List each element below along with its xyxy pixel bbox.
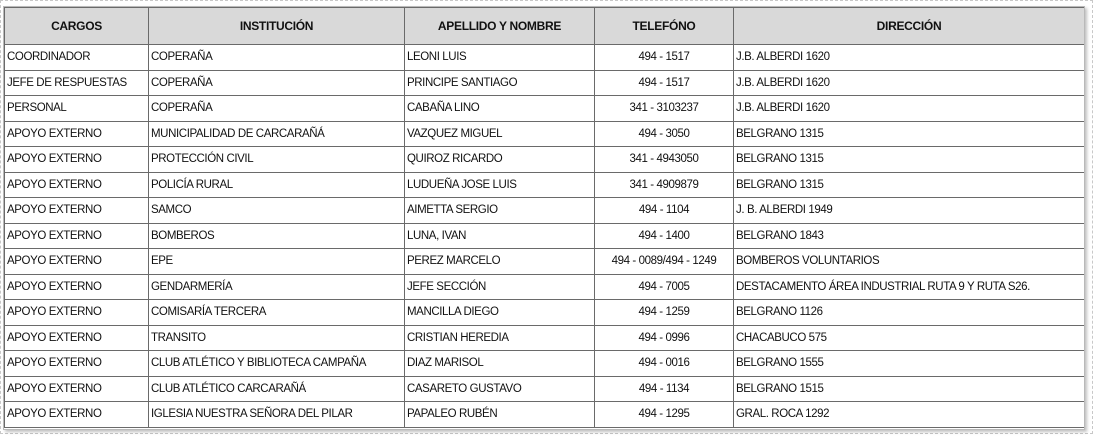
- telefono-cell: 341 - 4909879: [595, 172, 734, 198]
- telefono-cell: 494 - 0996: [595, 325, 734, 351]
- header-telefono: TELEFÓNO: [595, 8, 734, 45]
- table-row: [5, 121, 1085, 147]
- nombre-cell: LEONI LUIS: [405, 45, 595, 71]
- direccion-cell: BELGRANO 1315: [734, 121, 1085, 147]
- nombre-cell: PEREZ MARCELO: [405, 249, 595, 275]
- nombre-cell: QUIROZ RICARDO: [405, 147, 595, 173]
- table-row: [5, 96, 1085, 122]
- cargo-cell: APOYO EXTERNO: [5, 351, 149, 377]
- institucion-cell: COPERAÑA: [149, 96, 405, 122]
- table-row: [5, 198, 1085, 224]
- nombre-cell: LUNA, IVAN: [405, 223, 595, 249]
- institucion-cell: MUNICIPALIDAD DE CARCARAÑÁ: [149, 121, 405, 147]
- cargo-cell: APOYO EXTERNO: [5, 376, 149, 402]
- table-row: [5, 223, 1085, 249]
- institucion-cell: CLUB ATLÉTICO CARCARAÑÁ: [149, 376, 405, 402]
- institucion-cell: BOMBEROS: [149, 223, 405, 249]
- institucion-cell: CLUB ATLÉTICO Y BIBLIOTECA CAMPAÑA: [149, 351, 405, 377]
- telefono-cell: 494 - 1259: [595, 300, 734, 326]
- table-row: [5, 274, 1085, 300]
- direccion-cell: DESTACAMENTO ÁREA INDUSTRIAL RUTA 9 Y RUTA S26.: [734, 274, 1085, 300]
- table-row: [5, 70, 1085, 96]
- telefono-cell: 494 - 1104: [595, 198, 734, 224]
- contacts-table: [4, 7, 1085, 428]
- direccion-cell: BELGRANO 1315: [734, 172, 1085, 198]
- cargo-cell: APOYO EXTERNO: [5, 325, 149, 351]
- telefono-cell: 341 - 4943050: [595, 147, 734, 173]
- telefono-cell: 494 - 1134: [595, 376, 734, 402]
- institucion-cell: COMISARÍA TERCERA: [149, 300, 405, 326]
- nombre-cell: PAPALEO RUBÉN: [405, 402, 595, 428]
- direccion-cell: J.B. ALBERDI 1620: [734, 96, 1085, 122]
- telefono-cell: 494 - 1295: [595, 402, 734, 428]
- direccion-cell: GRAL. ROCA 1292: [734, 402, 1085, 428]
- telefono-cell: 494 - 3050: [595, 121, 734, 147]
- direccion-cell: BELGRANO 1555: [734, 351, 1085, 377]
- table-row: [5, 249, 1085, 275]
- cargo-cell: COORDINADOR: [5, 45, 149, 71]
- cargo-cell: APOYO EXTERNO: [5, 402, 149, 428]
- cargo-cell: PERSONAL: [5, 96, 149, 122]
- table-row: [5, 147, 1085, 173]
- cargo-cell: APOYO EXTERNO: [5, 300, 149, 326]
- institucion-cell: TRANSITO: [149, 325, 405, 351]
- institucion-cell: COPERAÑA: [149, 70, 405, 96]
- nombre-cell: VAZQUEZ MIGUEL: [405, 121, 595, 147]
- cargo-cell: APOYO EXTERNO: [5, 172, 149, 198]
- nombre-cell: LUDUEÑA JOSE LUIS: [405, 172, 595, 198]
- direccion-cell: BELGRANO 1515: [734, 376, 1085, 402]
- nombre-cell: AIMETTA SERGIO: [405, 198, 595, 224]
- direccion-cell: J.B. ALBERDI 1620: [734, 45, 1085, 71]
- institucion-cell: SAMCO: [149, 198, 405, 224]
- table-row: [5, 325, 1085, 351]
- table-row: [5, 351, 1085, 377]
- direccion-cell: BELGRANO 1126: [734, 300, 1085, 326]
- cargo-cell: APOYO EXTERNO: [5, 198, 149, 224]
- direccion-cell: CHACABUCO 575: [734, 325, 1085, 351]
- cargo-cell: JEFE DE RESPUESTAS: [5, 70, 149, 96]
- direccion-cell: BOMBEROS VOLUNTARIOS: [734, 249, 1085, 275]
- table-row: [5, 45, 1085, 71]
- table-row: [5, 300, 1085, 326]
- nombre-cell: MANCILLA DIEGO: [405, 300, 595, 326]
- table-row: [5, 376, 1085, 402]
- nombre-cell: JEFE SECCIÓN: [405, 274, 595, 300]
- cargo-cell: APOYO EXTERNO: [5, 121, 149, 147]
- contacts-sheet: [3, 6, 1085, 430]
- header-cargos: CARGOS: [5, 8, 149, 45]
- direccion-cell: BELGRANO 1315: [734, 147, 1085, 173]
- direccion-cell: J. B. ALBERDI 1949: [734, 198, 1085, 224]
- direccion-cell: J.B. ALBERDI 1620: [734, 70, 1085, 96]
- direccion-cell: BELGRANO 1843: [734, 223, 1085, 249]
- header-direccion: DIRECCIÓN: [734, 8, 1085, 45]
- institucion-cell: POLICÍA RURAL: [149, 172, 405, 198]
- header-apellido-nombre: APELLIDO Y NOMBRE: [405, 8, 595, 45]
- table-body: [5, 45, 1085, 428]
- institucion-cell: GENDARMERÍA: [149, 274, 405, 300]
- institucion-cell: EPE: [149, 249, 405, 275]
- nombre-cell: DIAZ MARISOL: [405, 351, 595, 377]
- nombre-cell: CABAÑA LINO: [405, 96, 595, 122]
- telefono-cell: 494 - 1517: [595, 70, 734, 96]
- telefono-cell: 494 - 0016: [595, 351, 734, 377]
- cargo-cell: APOYO EXTERNO: [5, 147, 149, 173]
- institucion-cell: PROTECCIÓN CIVIL: [149, 147, 405, 173]
- telefono-cell: 494 - 1517: [595, 45, 734, 71]
- telefono-cell: 494 - 7005: [595, 274, 734, 300]
- telefono-cell: 341 - 3103237: [595, 96, 734, 122]
- table-row: [5, 402, 1085, 428]
- cargo-cell: APOYO EXTERNO: [5, 223, 149, 249]
- cargo-cell: APOYO EXTERNO: [5, 249, 149, 275]
- telefono-cell: 494 - 1400: [595, 223, 734, 249]
- institucion-cell: IGLESIA NUESTRA SEÑORA DEL PILAR: [149, 402, 405, 428]
- nombre-cell: PRINCIPE SANTIAGO: [405, 70, 595, 96]
- nombre-cell: CASARETO GUSTAVO: [405, 376, 595, 402]
- header-institucion: INSTITUCIÓN: [149, 8, 405, 45]
- cargo-cell: APOYO EXTERNO: [5, 274, 149, 300]
- institucion-cell: COPERAÑA: [149, 45, 405, 71]
- nombre-cell: CRISTIAN HEREDIA: [405, 325, 595, 351]
- header-row: [5, 8, 1085, 45]
- telefono-cell: 494 - 0089/494 - 1249: [595, 249, 734, 275]
- table-row: [5, 172, 1085, 198]
